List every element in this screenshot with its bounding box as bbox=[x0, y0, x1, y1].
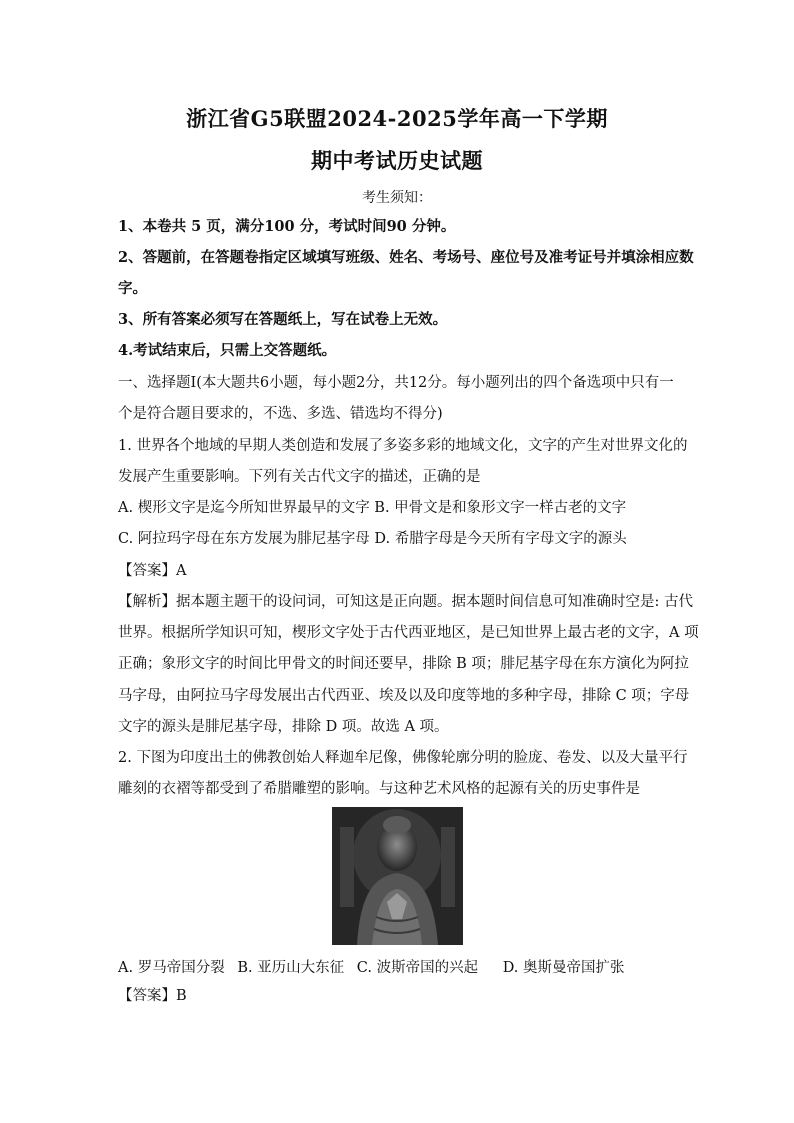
question-1-analysis: 正确；象形文字的时间比甲骨文的时间还要早，排除 B 项；腓尼基字母在东方演化为阿拉 bbox=[118, 656, 689, 672]
question-1-analysis: 文字的源头是腓尼基字母，排除 D 项。故选 A 项。 bbox=[118, 719, 449, 735]
notice-item: 2、答题前，在答题卷指定区域填写班级、姓名、考场号、座位号及准考证号并填涂相应数 bbox=[118, 249, 694, 266]
option-c: C. 波斯帝国的兴起 bbox=[356, 960, 479, 976]
option-a: A. 罗马帝国分裂 bbox=[118, 960, 225, 976]
buddha-statue-image bbox=[332, 807, 463, 945]
question-1-stem: 发展产生重要影响。下列有关古代文字的描述，正确的是 bbox=[118, 469, 481, 485]
question-1-options: C. 阿拉玛字母在东方发展为腓尼基字母 D. 希腊字母是今天所有字母文字的源头 bbox=[118, 531, 627, 547]
notice-item: 字。 bbox=[118, 280, 147, 297]
exam-title-line2: 期中考试历史试题 bbox=[311, 148, 483, 173]
question-1-analysis: 世界。根据所学知识可知，楔形文字处于古代西亚地区，是已知世界上最古老的文字，A 项 bbox=[118, 625, 699, 641]
buddha-statue-drawing bbox=[332, 807, 463, 945]
section-heading: 个是符合题目要求的，不选、多选、错选均不得分) bbox=[118, 406, 443, 422]
question-2-answer: 【答案】B bbox=[118, 988, 187, 1004]
exam-title-line1: 浙江省G5联盟2024-2025学年高一下学期 bbox=[186, 106, 608, 131]
notice-item: 4.考试结束后，只需上交答题纸。 bbox=[118, 342, 337, 359]
question-1-answer: 【答案】A bbox=[118, 563, 187, 579]
section-heading: 一、选择题Ⅰ(本大题共6小题，每小题2分，共12分。每小题列出的四个备选项中只有一 bbox=[118, 375, 674, 391]
notice-heading: 考生须知： bbox=[362, 190, 432, 206]
question-2-options bbox=[118, 956, 633, 977]
question-2-stem: 雕刻的衣褶等都受到了希腊雕塑的影响。与这种艺术风格的起源有关的历史事件是 bbox=[118, 781, 640, 797]
option-d: D. 奥斯曼帝国扩张 bbox=[502, 960, 625, 976]
question-1-analysis: 【解析】据本题主题干的设问词，可知这是正向题。据本题时间信息可知准确时空是: 古代 bbox=[118, 594, 693, 610]
question-1-stem: 1. 世界各个地域的早期人类创造和发展了多姿多彩的地域文化，文字的产生对世界文化的 bbox=[118, 438, 688, 454]
question-1-options: A. 楔形文字是迄今所知世界最早的文字 B. 甲骨文是和象形文字一样古老的文字 bbox=[118, 500, 627, 516]
notice-item: 1、本卷共 5 页，满分100 分，考试时间90 分钟。 bbox=[118, 218, 456, 235]
option-b: B. 亚历山大东征 bbox=[237, 960, 345, 976]
notice-item: 3、所有答案必须写在答题纸上，写在试卷上无效。 bbox=[118, 311, 448, 328]
question-2-stem: 2. 下图为印度出土的佛教创始人释迦牟尼像，佛像轮廓分明的脸庞、卷发、以及大量平行 bbox=[118, 750, 688, 766]
question-1-analysis: 马字母，由阿拉马字母发展出古代西亚、埃及以及印度等地的多种字母，排除 C 项；字母 bbox=[118, 688, 690, 704]
